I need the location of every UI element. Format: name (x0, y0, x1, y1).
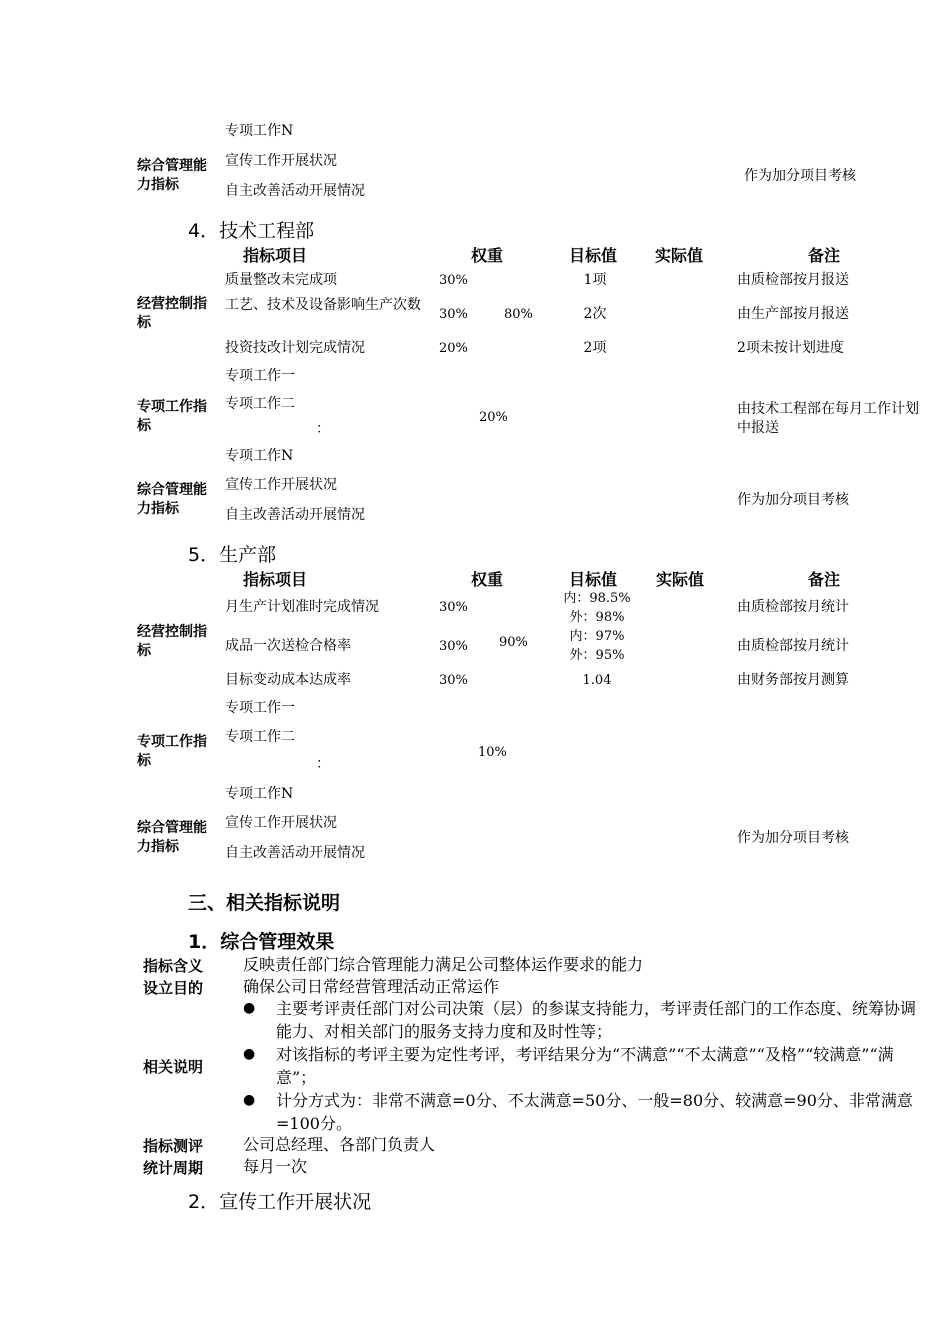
col-item: 指标项目 (243, 570, 308, 589)
evaluator-text: 公司总经理、各部门负责人 (243, 1135, 436, 1154)
section-4-mgmt-note: 作为加分项目考核 (737, 492, 849, 508)
mgmt-row-1: 专项工作N (225, 448, 294, 464)
period-text: 每月一次 (243, 1157, 308, 1176)
table-row-target-out: 外：98% (569, 610, 625, 625)
section-4-special-note: 由技术工程部在每月工作计划中报送 (737, 401, 919, 436)
notes-label: 相关说明 (143, 1058, 204, 1076)
mgmt-row-1: 专项工作N (225, 786, 294, 802)
sub-1-heading: 1．综合管理效果 (188, 931, 335, 953)
col-weight: 权重 (471, 570, 504, 589)
section-5-special-weight: 10% (478, 745, 507, 760)
section-5-special-group: 专项工作指标 (137, 734, 207, 769)
section-4-special-group: 专项工作指标 (137, 399, 207, 434)
section-5-ops-group: 经营控制指标 (137, 624, 207, 659)
note-bullet-2: 对该指标的考评主要为定性考评，考评结果分为“不满意”“不太满意”“及格”“较满意”“满意”； (276, 1045, 894, 1087)
note-bullet-3: 计分方式为：非常不满意=0分、不太满意=50分、一般=80分、较满意=90分、非常满意=100分。 (276, 1091, 913, 1133)
table-row-weight: 30% (439, 273, 468, 288)
note-bullet-1: 主要考评责任部门对公司决策（层）的参谋支持能力，考评责任部门的工作态度、统筹协调能力、对相关部门的服务支持力度和及时性等； (276, 999, 917, 1041)
evaluator-label: 指标测评 (143, 1137, 204, 1155)
table-row-target: 1项 (583, 272, 607, 288)
table-row-target-out: 外：95% (569, 648, 625, 663)
table-row-target-in: 内：98.5% (563, 591, 631, 606)
col-note: 备注 (808, 570, 841, 589)
purpose-text: 确保公司日常经营管理活动正常运作 (243, 977, 500, 996)
section-5-ops-total: 90% (499, 635, 528, 650)
mgmt-row-2: 宣传工作开展状况 (225, 815, 337, 831)
period-label: 统计周期 (143, 1159, 204, 1177)
table-row-note: 由财务部按月测算 (737, 672, 849, 688)
table-row-item: 目标变动成本达成率 (225, 672, 351, 688)
table-row-item: 月生产计划准时完成情况 (225, 599, 379, 615)
prev-mgmt-row-2: 宣传工作开展状况 (225, 153, 337, 169)
prev-mgmt-row-3: 自主改善活动开展情况 (225, 183, 365, 199)
section-4-heading: 4．技术工程部 (188, 220, 315, 242)
table-row-target-in: 内：97% (569, 629, 625, 644)
special-row-1: 专项工作一 (225, 700, 295, 716)
special-row-1: 专项工作一 (225, 368, 295, 384)
section-4-mgmt-group: 综合管理能力指标 (137, 482, 207, 517)
mgmt-row-2: 宣传工作开展状况 (225, 477, 337, 493)
meaning-label: 指标含义 (143, 957, 204, 975)
prev-mgmt-group-label: 综合管理能力指标 (137, 158, 207, 193)
section-5-mgmt-note: 作为加分项目考核 (737, 830, 849, 846)
special-row-ellipsis: ： (316, 756, 330, 772)
col-weight: 权重 (471, 246, 504, 265)
table-row-item: 投资技改计划完成情况 (225, 340, 365, 356)
table-row-item: 成品一次送检合格率 (225, 638, 351, 654)
table-row-weight: 30% (439, 307, 468, 322)
part-3-heading: 三、相关指标说明 (188, 892, 341, 914)
table-row-weight: 30% (439, 639, 468, 654)
sub-2-heading: 2．宣传工作开展状况 (188, 1191, 372, 1213)
table-row-weight: 20% (439, 341, 468, 356)
table-row-note: 由质检部按月统计 (737, 638, 849, 654)
col-actual: 实际值 (656, 570, 705, 589)
prev-mgmt-note: 作为加分项目考核 (744, 168, 856, 184)
col-item: 指标项目 (243, 246, 308, 265)
prev-mgmt-row-1: 专项工作N (225, 123, 294, 139)
special-row-ellipsis: ： (316, 421, 330, 437)
meaning-text: 反映责任部门综合管理能力满足公司整体运作要求的能力 (243, 955, 644, 974)
section-5-heading: 5．生产部 (188, 544, 277, 566)
table-row-note: 2项未按计划进度 (737, 340, 844, 356)
table-row-target: 1.04 (582, 673, 612, 688)
table-row-target: 2项 (583, 340, 607, 356)
table-row-weight: 30% (439, 600, 468, 615)
table-row-target: 2次 (583, 306, 607, 322)
purpose-label: 设立目的 (143, 979, 204, 997)
bullet-icon: ● (243, 1000, 256, 1016)
col-note: 备注 (808, 246, 841, 265)
col-target: 目标值 (569, 246, 618, 265)
table-row-item: 工艺、技术及设备影响生产次数 (225, 297, 421, 313)
special-row-2: 专项工作二 (225, 729, 295, 745)
col-target: 目标值 (569, 570, 618, 589)
table-row-note: 由质检部按月统计 (737, 599, 849, 615)
table-row-item: 质量整改未完成项 (225, 272, 337, 288)
col-actual: 实际值 (655, 246, 704, 265)
mgmt-row-3: 自主改善活动开展情况 (225, 845, 365, 861)
bullet-icon: ● (243, 1092, 256, 1108)
section-5-mgmt-group: 综合管理能力指标 (137, 820, 207, 855)
section-4-ops-total: 80% (504, 307, 533, 322)
section-4-special-weight: 20% (479, 410, 508, 425)
table-row-note: 由生产部按月报送 (737, 306, 849, 322)
section-4-ops-group: 经营控制指标 (137, 296, 207, 331)
special-row-2: 专项工作二 (225, 396, 295, 412)
bullet-icon: ● (243, 1046, 256, 1062)
table-row-weight: 30% (439, 673, 468, 688)
mgmt-row-3: 自主改善活动开展情况 (225, 507, 365, 523)
table-row-note: 由质检部按月报送 (737, 272, 849, 288)
